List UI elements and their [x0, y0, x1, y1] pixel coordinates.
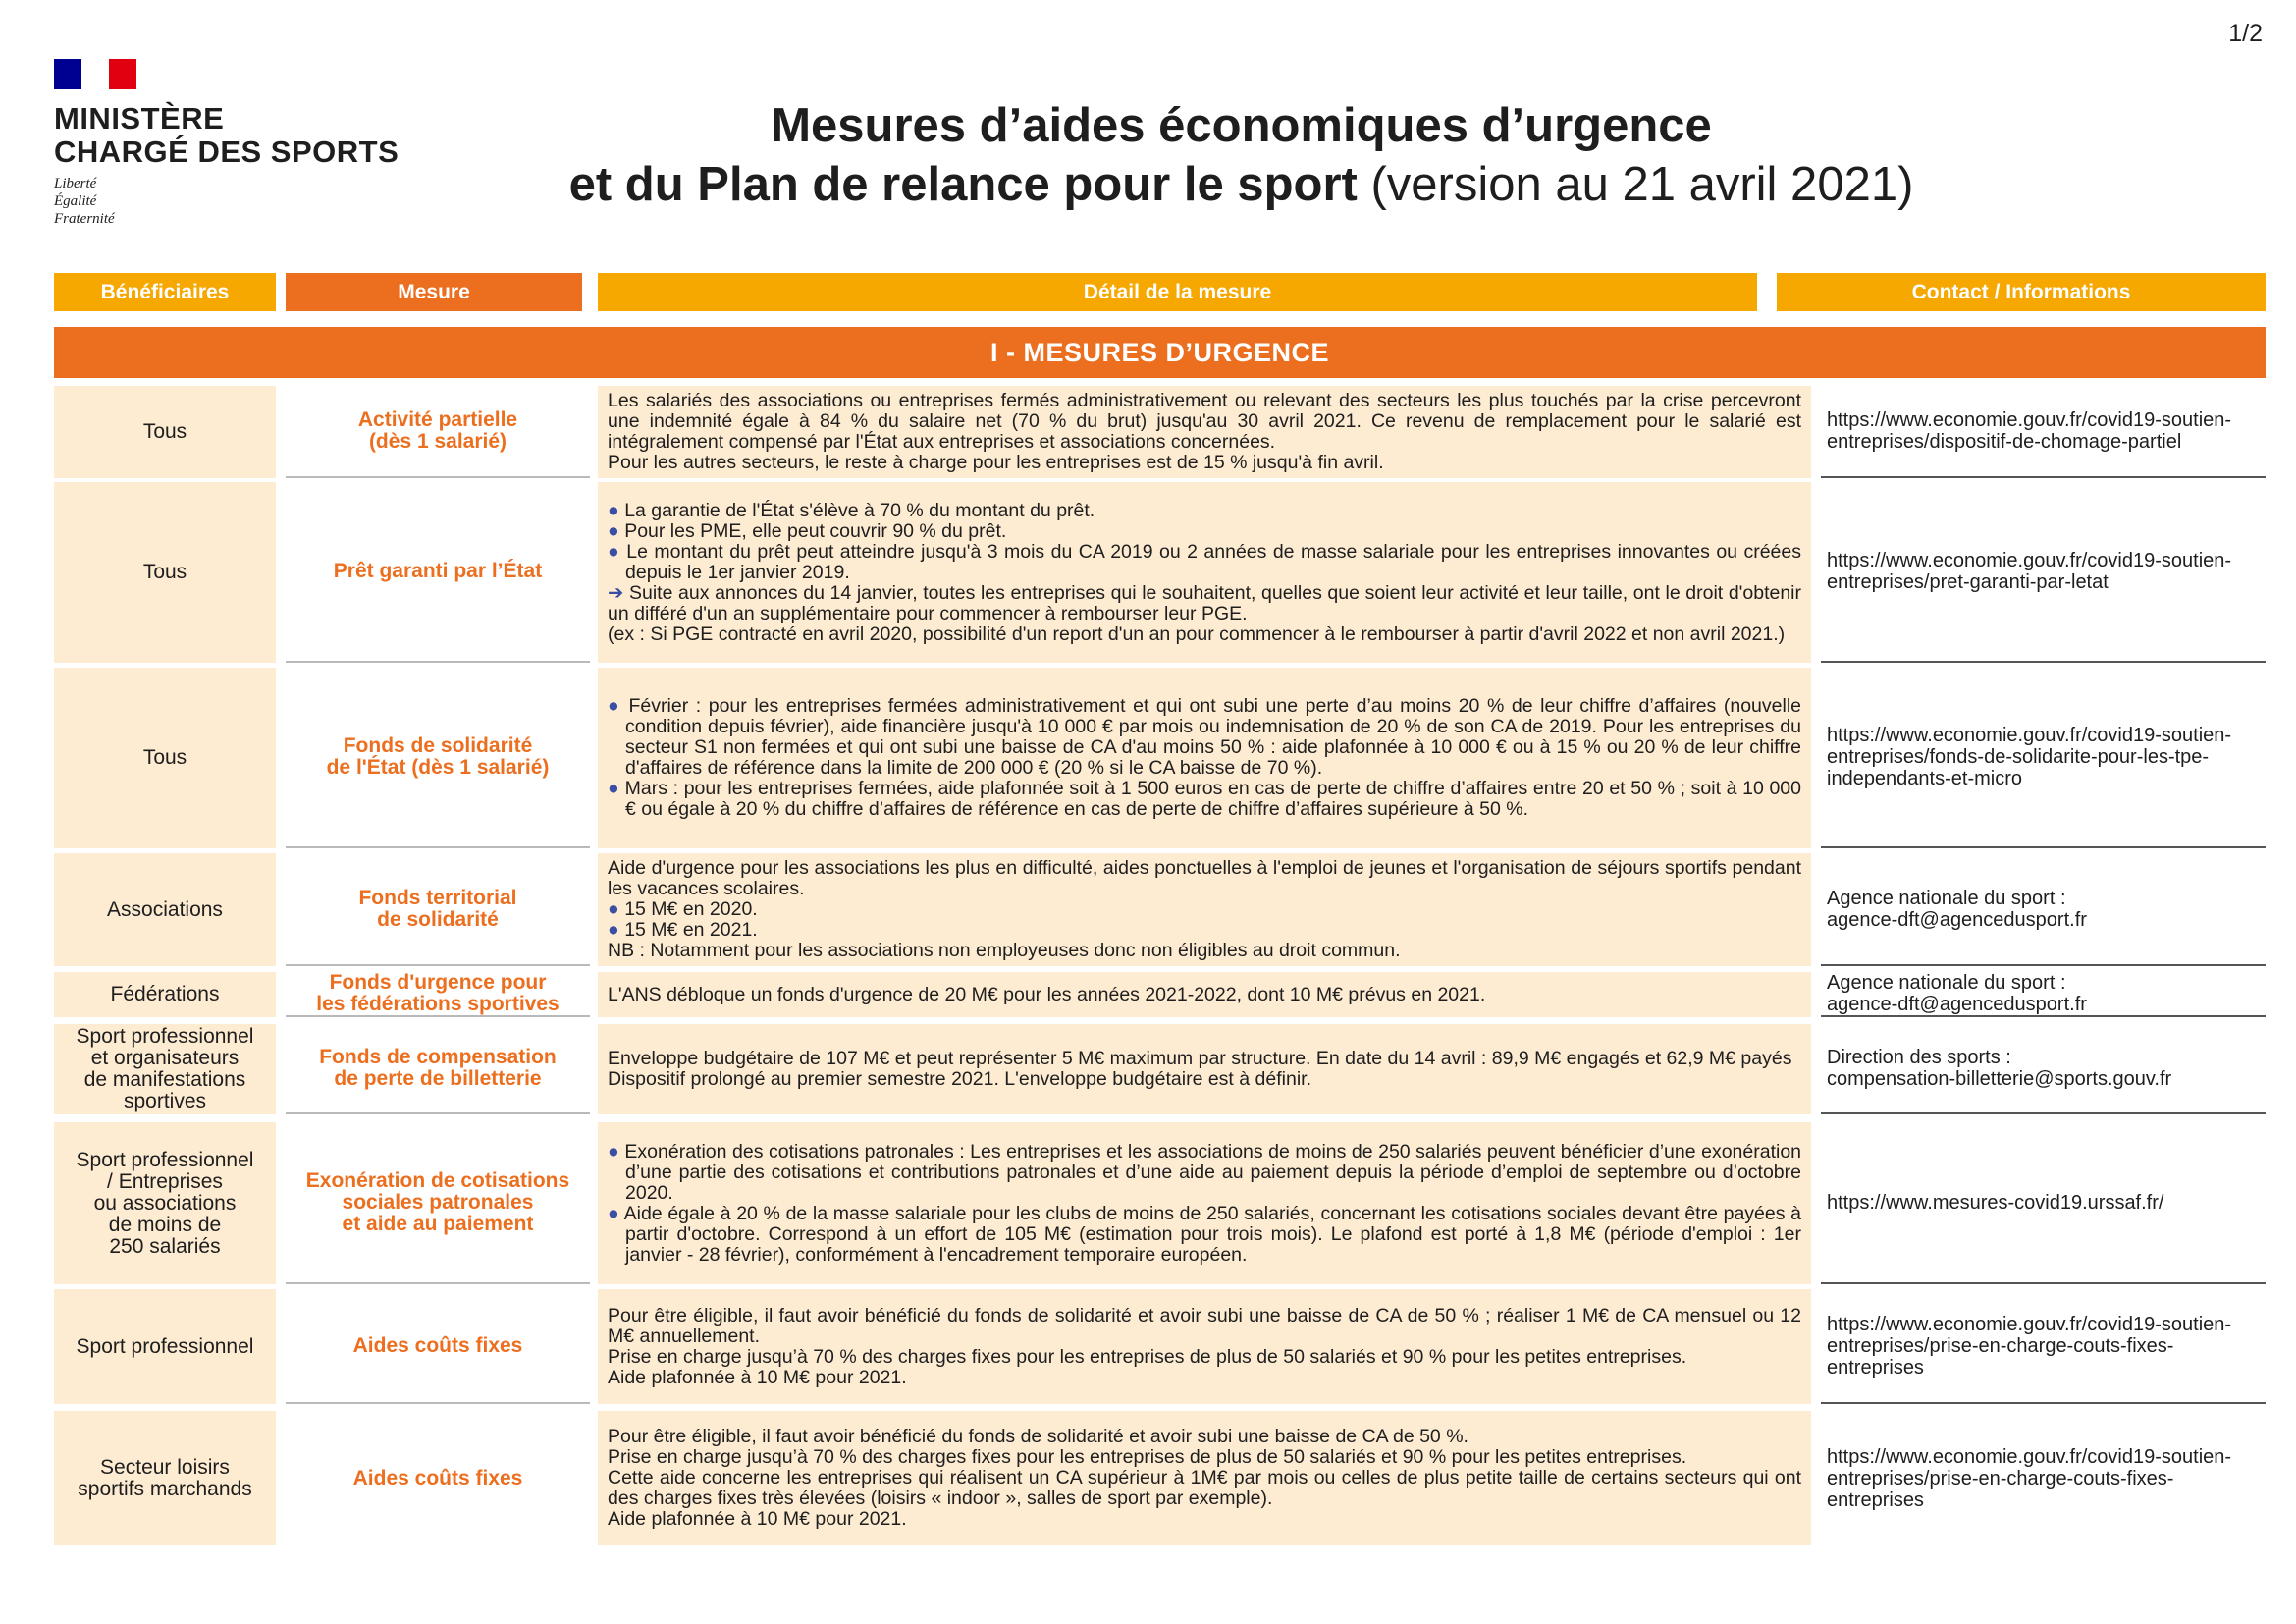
beneficiary-cell: Associations	[54, 853, 276, 966]
beneficiary-cell: Secteur loisirs sportifs marchands	[54, 1411, 276, 1545]
detail-text: Aide plafonnée à 10 M€ pour 2021.	[608, 1366, 907, 1388]
arrow-right-icon: ➔	[608, 581, 624, 604]
bullet-icon: ●	[608, 898, 619, 920]
detail-cell	[598, 1122, 1811, 1284]
section-title: I - MESURES D’URGENCE	[54, 327, 2266, 378]
ministry-line2: CHARGÉ DES SPORTS	[54, 135, 400, 169]
contact-email[interactable]: Agence nationale du sport : agence-dft@agencedusport.fr	[1827, 972, 2087, 1015]
detail-cell	[598, 482, 1811, 663]
detail-bullet: ● 15 M€ en 2020.	[608, 898, 758, 920]
detail-text: Les salariés des associations ou entreprises fermés administrativement ou relevant des secteurs les plus touchés par la crise percevront une indemnité égale à 84 % du salaire net (70 % du brut) jusqu'au 30 avril 2021. Ce revenu de remplacement pour le salarié est intégralement compensé par l'État aux entreprises et associations concernées.	[608, 390, 1801, 453]
detail-text: Pour les autres secteurs, le reste à charge pour les entreprises est de 15 % jusqu'à fin avril.	[608, 452, 1384, 473]
contact-cell	[1821, 482, 2266, 663]
ministry-line1: MINISTÈRE	[54, 101, 225, 135]
beneficiary-cell: Tous	[54, 668, 276, 848]
table-row	[54, 1024, 2266, 1114]
detail-cell	[598, 1289, 1811, 1404]
bullet-icon: ●	[608, 1202, 620, 1224]
bullet-icon: ●	[608, 778, 620, 799]
detail-bullet: ● 15 M€ en 2021.	[608, 919, 758, 941]
measure-cell	[286, 386, 590, 478]
header-detail: Détail de la mesure	[598, 273, 1757, 311]
contact-link[interactable]: https://www.economie.gouv.fr/covid19-soutien-entreprises/fonds-de-solidarite-pour-les-tpe-independants-et-micro	[1827, 725, 2232, 789]
contact-link[interactable]: https://www.mesures-covid19.urssaf.fr/	[1827, 1191, 2164, 1214]
detail-note: (ex : Si PGE contracté en avril 2020, possibilité d'un report d'un an pour commencer à le rembourser à partir d'avril 2022 et non avril 2021.)	[608, 623, 1786, 645]
detail-cell	[598, 1411, 1811, 1545]
beneficiary-cell: Sport professionnel	[54, 1289, 276, 1404]
detail-bullet: ● Février : pour les entreprises fermées administrativement et qui ont subi une perte d’au moins 20 % de leur chiffre d’affaires (nouvelle condition depuis février), aide financière jusqu'à 10 000 € par mois ou indemnisation de 20 % de son CA de 2019. Pour les entreprises du secteur S1 non fermées et qui ont subi une baisse de CA d'au moins 50 % : aide plafonnée à 10 000 € ou à 15 % ou 20 % de leur chiffre d'affaires de référence dans la limite de 200 000 € (20 % si le CA baisse de 70 %).	[608, 695, 1802, 779]
header-beneficiaires: Bénéficiaires	[54, 273, 276, 311]
detail-bullet: ● Mars : pour les entreprises fermées, aide plafonnée soit à 1 500 euros en cas de perte de chiffre d’affaires entre 20 et 50 % ; soit à 10 000 € ou égale à 20 % du chiffre d’affaires de référence en cas de perte de chiffre d’affaires supérieure à 50 %.	[608, 778, 1801, 820]
bullet-icon: ●	[608, 1140, 619, 1163]
page-title	[0, 96, 2296, 214]
measure-cell	[286, 1122, 590, 1284]
table-row	[54, 1411, 2266, 1545]
measure-label: Aides coûts fixes	[352, 1333, 523, 1357]
beneficiary-cell: Tous	[54, 386, 276, 478]
french-flag-icon	[54, 59, 136, 89]
measure-cell	[286, 972, 590, 1017]
contact-email[interactable]: Agence nationale du sport : agence-dft@agencedusport.fr	[1827, 887, 2087, 931]
motto-egalite: Égalité	[54, 193, 97, 209]
header-mesure: Mesure	[286, 273, 582, 311]
contact-cell	[1821, 1289, 2266, 1404]
measure-label: Exonération de cotisations sociales patronales et aide au paiement	[305, 1168, 570, 1235]
bullet-icon: ●	[608, 499, 619, 521]
detail-note: NB : Notamment pour les associations non employeuses donc non éligibles au droit commun.	[608, 940, 1401, 961]
measure-label: Prêt garanti par l’État	[333, 560, 543, 582]
contact-link[interactable]: https://www.economie.gouv.fr/covid19-soutien-entreprises/prise-en-charge-couts-fixes-entreprises	[1827, 1445, 2232, 1511]
measure-cell	[286, 482, 590, 663]
contact-link[interactable]: https://www.economie.gouv.fr/covid19-soutien-entreprises/pret-garanti-par-letat	[1827, 550, 2232, 593]
measure-cell	[286, 1024, 590, 1114]
table-row	[54, 853, 2266, 966]
detail-text: Aide d'urgence pour les associations les plus en difficulté, aides ponctuelles à l'emploi de jeunes et l'organisation de séjours sportifs pendant les vacances scolaires.	[608, 857, 1801, 899]
detail-text: Cette aide concerne les entreprises qui réalisent un CA supérieur à 1M€ par mois ou celles de plus petite taille de certains secteurs qui ont des charges fixes très élevées (loisirs « indoor », salles de sport par exemple).	[608, 1467, 1801, 1509]
bullet-icon: ●	[608, 919, 619, 941]
detail-bullet: ● Aide égale à 20 % de la masse salariale pour les clubs de moins de 250 salariés, concernant les cotisations sociales devant être payées à partir d'octobre. Correspond à un effort de 105 M€ (estimation pour trois mois). Le plafond est porté à 1,8 M€ (période d'emploi : 1er janvier - 28 février), conformément à l'encadrement temporaire européen.	[608, 1202, 1801, 1266]
measure-cell	[286, 668, 590, 848]
detail-cell	[598, 1024, 1811, 1114]
measure-cell	[286, 1411, 590, 1545]
table-row	[54, 482, 2266, 663]
table-row	[54, 1289, 2266, 1404]
beneficiary-cell: Sport professionnel / Entreprises ou associations de moins de 250 salariés	[54, 1122, 276, 1284]
measure-label: Aides coûts fixes	[352, 1466, 523, 1489]
detail-text: Pour être éligible, il faut avoir bénéficié du fonds de solidarité et avoir subi une baisse de CA de 50 %.	[608, 1426, 1468, 1447]
bullet-icon: ●	[608, 540, 620, 563]
measure-label: Activité partielle (dès 1 salarié)	[357, 408, 518, 453]
table-row	[54, 386, 2266, 478]
header-contact: Contact / Informations	[1777, 273, 2266, 311]
contact-cell	[1821, 1122, 2266, 1284]
detail-cell	[598, 668, 1811, 848]
page-number: 1/2	[2228, 20, 2263, 47]
detail-text: Dispositif prolongé au premier semestre 2021. L'enveloppe budgétaire est à définir.	[608, 1068, 1311, 1090]
detail-text: Prise en charge jusqu’à 70 % des charges fixes pour les entreprises de plus de 50 salariés et 90 % pour les petites entreprises.	[608, 1345, 1687, 1368]
contact-cell	[1821, 853, 2266, 966]
motto-liberte: Liberté	[54, 176, 97, 191]
detail-bullet: ● Pour les PME, elle peut couvrir 90 % du prêt.	[608, 519, 1007, 542]
bullet-icon: ●	[608, 695, 621, 717]
contact-cell	[1821, 1411, 2266, 1545]
title-version: (version au 21 avril 2021)	[1370, 158, 1914, 211]
detail-text: Pour être éligible, il faut avoir bénéficié du fonds de solidarité et avoir subi une baisse de CA de 50 % ; réaliser 1 M€ de CA mensuel ou 12 M€ annuellement.	[608, 1304, 1801, 1347]
contact-cell	[1821, 1024, 2266, 1114]
contact-cell	[1821, 972, 2266, 1017]
title-line2-bold: et du Plan de relance pour le sport	[568, 158, 1358, 211]
contact-email[interactable]: Direction des sports : compensation-billetterie@sports.gouv.fr	[1827, 1047, 2172, 1090]
title-line1: Mesures d’aides économiques d’urgence	[771, 99, 1712, 152]
measure-cell	[286, 853, 590, 966]
detail-text: Enveloppe budgétaire de 107 M€ et peut représenter 5 M€ maximum par structure. En date du 14 avril : 89,9 M€ engagés et 62,9 M€ payés	[608, 1048, 1792, 1069]
detail-cell	[598, 386, 1811, 478]
detail-cell	[598, 853, 1811, 966]
detail-text: Prise en charge jusqu’à 70 % des charges fixes pour les entreprises de plus de 50 salariés et 90 % pour les petites entreprises.	[608, 1446, 1687, 1468]
detail-text: L'ANS débloque un fonds d'urgence de 20 M€ pour les années 2021-2022, dont 10 M€ prévus en 2021.	[608, 983, 1486, 1005]
bullet-icon: ●	[608, 519, 619, 542]
contact-link[interactable]: https://www.economie.gouv.fr/covid19-soutien-entreprises/prise-en-charge-couts-fixes-entreprises	[1827, 1313, 2232, 1379]
detail-bullet: ● Exonération des cotisations patronales : Les entreprises et les associations de moins de 250 salariés peuvent bénéficier d’une exonération d’une partie des cotisations et contributions patronales et d’une aide au paiement depuis la période d’emploi de septembre ou d’octobre 2020.	[608, 1140, 1802, 1204]
measure-label: Fonds d'urgence pour les fédérations sportives	[316, 971, 560, 1015]
table-row	[54, 1122, 2266, 1284]
contact-link[interactable]: https://www.economie.gouv.fr/covid19-soutien-entreprises/dispositif-de-chomage-partiel	[1827, 409, 2232, 453]
detail-bullet: ● Le montant du prêt peut atteindre jusqu'à 3 mois du CA 2019 ou 2 années de masse salariale pour les entreprises innovantes ou créées depuis le 1er janvier 2019.	[608, 540, 1801, 583]
beneficiary-cell: Tous	[54, 482, 276, 663]
motto-fraternite: Fraternité	[54, 211, 115, 227]
table-row	[54, 972, 2266, 1017]
measure-label: Fonds territorial de solidarité	[358, 886, 517, 931]
detail-cell	[598, 972, 1811, 1017]
contact-cell	[1821, 668, 2266, 848]
measure-cell	[286, 1289, 590, 1404]
measure-label: Fonds de compensation de perte de billetterie	[319, 1046, 557, 1090]
detail-arrow-item: ➔ Suite aux annonces du 14 janvier, toutes les entreprises qui le souhaitent, quelles que soient leur activité et leur taille, ont le droit d'obtenir un différé d'un an supplémentaire pour commencer à rembourser leur PGE.	[608, 581, 1802, 624]
table-row	[54, 668, 2266, 848]
beneficiary-cell: Sport professionnel et organisateurs de manifestations sportives	[54, 1024, 276, 1114]
detail-bullet: ● La garantie de l'État s'élève à 70 % du montant du prêt.	[608, 499, 1095, 521]
detail-text: Aide plafonnée à 10 M€ pour 2021.	[608, 1508, 907, 1530]
beneficiary-cell: Fédérations	[54, 972, 276, 1017]
contact-cell	[1821, 386, 2266, 478]
measure-label: Fonds de solidarité de l'État (dès 1 salarié)	[326, 734, 550, 779]
